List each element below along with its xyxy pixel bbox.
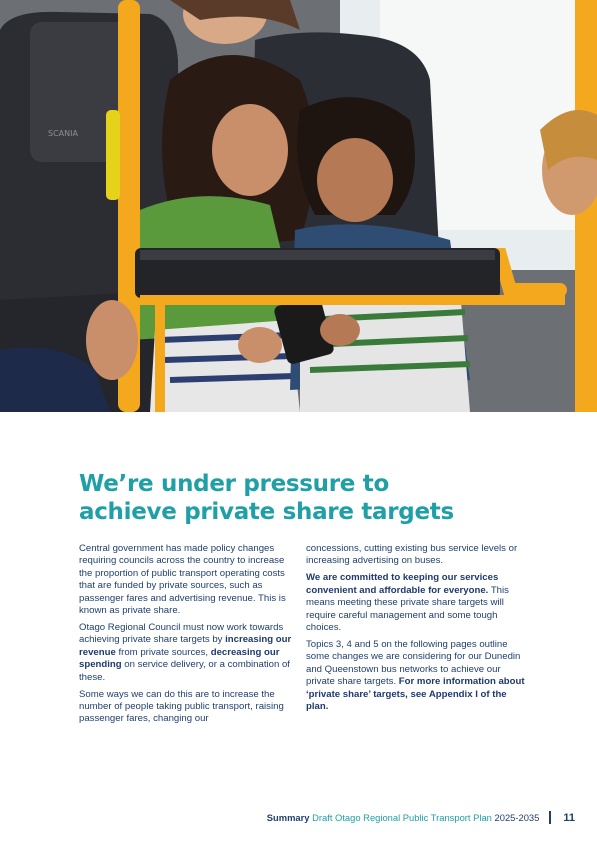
left-paragraph-1: Central government has made policy changes requiring councils across the country to increase the proportion of public transport operating costs that are funded by private sources, such as passenger fares and advertising revenue. This is known as private share.	[79, 543, 286, 617]
left-p2-text-c: from private sources,	[115, 646, 211, 658]
footer-brand: Summary	[266, 812, 310, 823]
right-p3-bold-appendix: For more information about ‘private share’ targets, see Appendix I of the plan.	[306, 676, 525, 713]
left-p2-bold-spending: decreasing our spending	[79, 646, 280, 671]
footer-divider	[549, 811, 551, 824]
right-paragraph-3	[306, 639, 526, 713]
heading-line-2: achieve private share targets	[79, 499, 454, 525]
left-p2-text-e: on service delivery, or a combination of these.	[79, 659, 290, 683]
page-number: 11	[563, 811, 575, 824]
left-paragraph-3: Some ways we can do this are to increase the number of people taking public transport, raising passenger fares, changing our	[79, 688, 284, 725]
footer-text	[267, 812, 540, 823]
page-heading	[79, 470, 519, 526]
hero-photo	[0, 0, 597, 412]
page-footer	[267, 811, 575, 824]
left-p2-bold-revenue: increasing our revenue	[79, 634, 292, 658]
right-p3-text-a: Topics 3, 4 and 5 on the following pages outline some changes we are considering for our Dunedin and Queenstown bus networks to achieve our private share targets.	[306, 639, 521, 688]
footer-title: Draft Otago Regional Public Transport Plan	[312, 812, 492, 823]
right-paragraph-2	[306, 572, 526, 634]
left-paragraph-2	[79, 622, 299, 684]
left-p2-text-a: Otago Regional Council must now work towards achieving private share targets by	[79, 622, 284, 646]
photo-children-on-bus-icon	[0, 0, 597, 412]
svg-text:SCANIA: SCANIA	[48, 129, 78, 138]
heading-line-1: We’re under pressure to	[79, 471, 390, 497]
right-paragraph-1: concessions, cutting existing bus service levels or increasing advertising on buses.	[306, 543, 518, 567]
right-column	[306, 543, 526, 718]
right-p2-text-b: This means meeting these private share targets will require careful management and some tough choices.	[306, 584, 509, 634]
right-p2-bold-commitment: We are committed to keeping our services convenient and affordable for everyone.	[306, 572, 499, 596]
footer-years: 2025-2035	[494, 812, 540, 823]
left-column	[79, 543, 299, 730]
